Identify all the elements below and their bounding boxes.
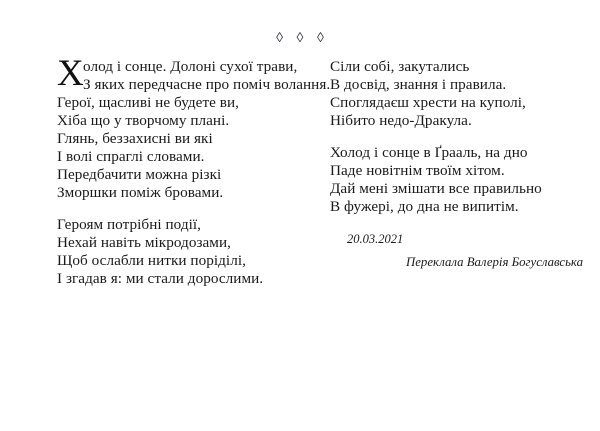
drop-cap-letter: Х	[57, 53, 84, 94]
poem-line: Холод і сонце в Ґрааль, на дно	[330, 144, 528, 161]
stanza-1	[57, 53, 331, 202]
poem-date: 20.03.2021	[347, 232, 404, 246]
poem-line: Героям потрібні події,	[57, 216, 202, 233]
stanza-2	[57, 216, 325, 288]
poem-column-right	[330, 58, 585, 216]
poem-line: Дай мені змішати все правильно	[330, 180, 542, 197]
poem-line: Сіли собі, закутались	[330, 58, 470, 75]
poem-line: Хіба що у творчому плані.	[57, 112, 230, 129]
poem-line: Споглядаєш хрести на куполі,	[330, 94, 526, 111]
poem-line: В досвід, знання і правила.	[330, 76, 507, 93]
poem-line: олод і сонце. Долоні сухої трави,	[83, 58, 298, 75]
poem-line: Глянь, беззахисні ви які	[57, 130, 213, 147]
poem-line: Паде новітнім твоїм хітом.	[330, 162, 505, 179]
poem-column-left	[57, 53, 331, 288]
stanza-3	[330, 58, 585, 130]
poem-line: Зморшки поміж бровами.	[57, 184, 224, 201]
poem-line: І згадав я: ми стали дорослими.	[57, 270, 264, 287]
poem-line: В фужері, до дна не випитім.	[330, 198, 519, 215]
poem-line: Герої, щасливі не будете ви,	[57, 94, 240, 111]
credits-block	[330, 231, 585, 271]
stanza-4	[330, 144, 585, 216]
poem-line: Нібито недо-Дракула.	[330, 112, 472, 129]
poem-line: Нехай навіть мікродозами,	[57, 234, 231, 251]
lozenge-divider-ornament: ◊ ◊ ◊	[276, 31, 329, 46]
translator-credit: Переклала Валерія Богуславська	[406, 255, 583, 269]
poem-line: І волі спраглі словами.	[57, 148, 205, 165]
poem-line: З яких передчасне про поміч волання.	[83, 76, 331, 93]
poem-line: Щоб ослабли нитки поріділі,	[57, 252, 246, 269]
poem-line: Передбачити можна різкі	[57, 166, 222, 183]
